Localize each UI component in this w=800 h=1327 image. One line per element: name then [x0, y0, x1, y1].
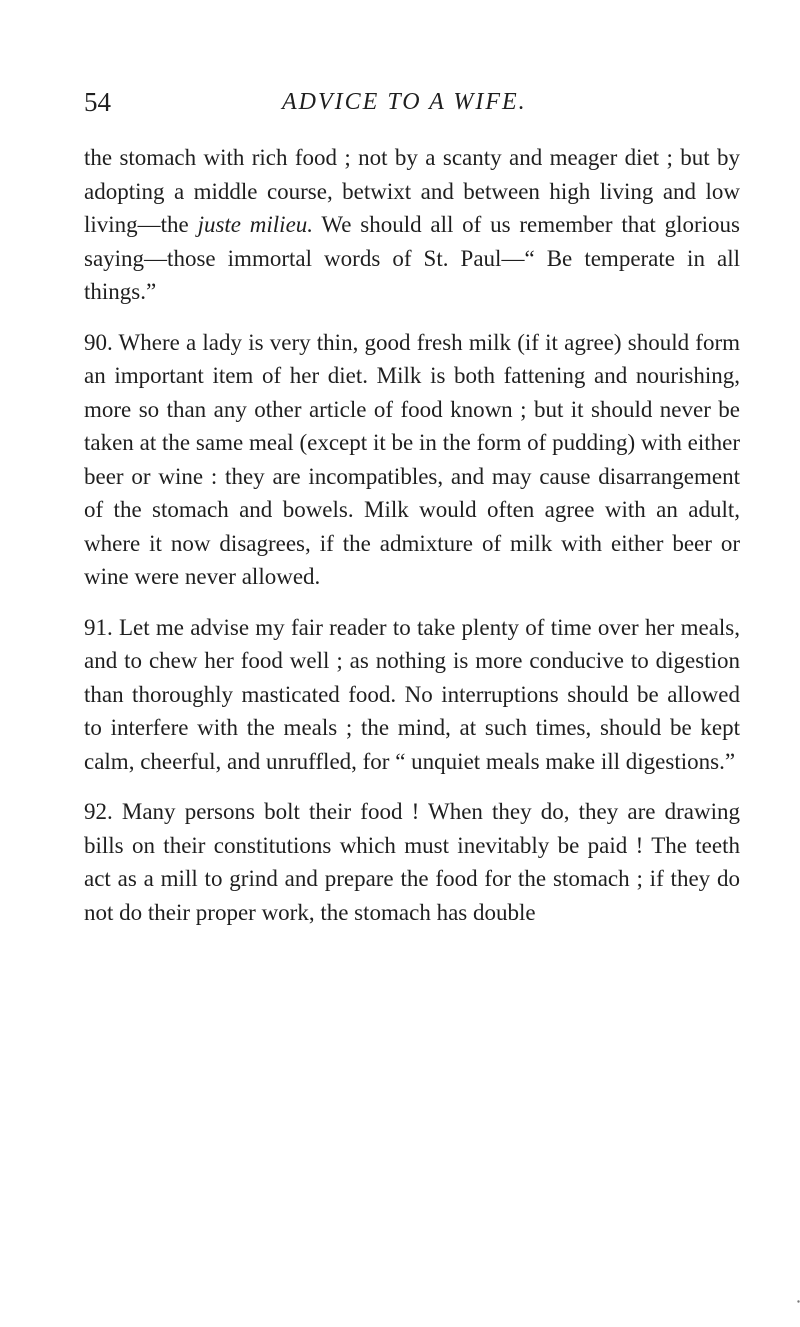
page-number: 54	[84, 87, 111, 117]
paragraph-92: 92. Many persons bolt their food ! When they do, they are drawing bills on their constitutions which must inevitably be paid ! The teeth act as a mill to grind and prepare the food for the stomach ; if they do not do their proper work, the stomach has double	[84, 799, 740, 925]
paragraph-90: 90. Where a lady is very thin, good fresh milk (if it agree) should form an important item of her diet. Milk is both fattening and nourishing, more so than any other article of food known ; but it should never be taken at the same meal (except it be in the form of pudding) with either beer or wine : they are incompatibles, and may cause disarrangement of the stomach and bowels. Milk would often agree with an adult, where it now disagrees, if the admixture of milk with either beer or wine were never allowed.	[84, 329, 740, 589]
running-head	[84, 84, 744, 120]
continuation-paragraph	[84, 141, 740, 309]
continuation-text-start: the stomach with rich food ; not by a scanty and meager diet ; but by adopting a middle course, betwixt and between high living and low living—the	[84, 145, 740, 237]
paragraph-91: 91. Let me advise my fair reader to take plenty of time over her meals, and to chew her food well ; as nothing is more conducive to digestion than thoroughly masticated food. No interruptions should be allowed to interfere with the meals ; the mind, at such times, should be kept calm, cheerful, and unruffled, for “ unquiet meals make ill digestions.”	[84, 614, 740, 774]
italic-phrase: juste milieu.	[197, 212, 314, 237]
body-text	[84, 141, 740, 929]
running-title: ADVICE TO A WIFE.	[282, 89, 527, 115]
continuation-text-end: We should all of us remember that glorious saying—those immortal words of St. Paul—“ Be temperate in all things.”	[84, 212, 740, 304]
